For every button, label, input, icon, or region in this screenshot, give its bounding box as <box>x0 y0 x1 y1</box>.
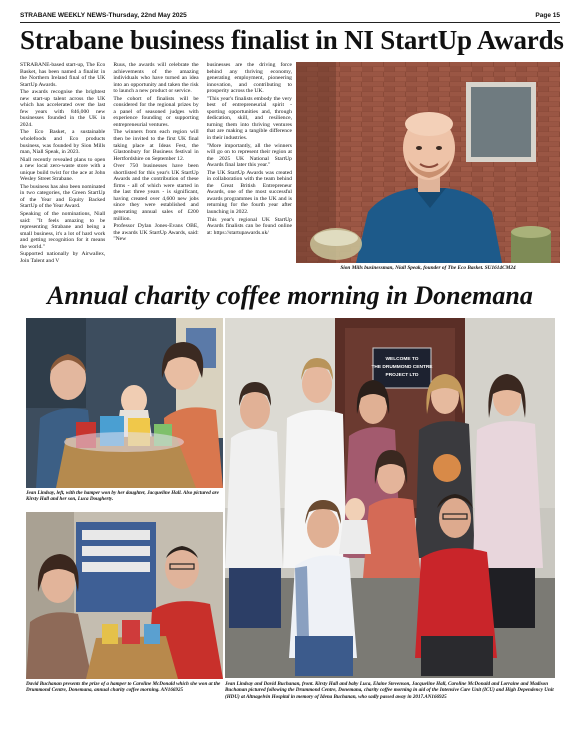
sign-line-2: THE DRUMMOND CENTRE <box>371 365 433 370</box>
sign-line-1: WELCOME TO <box>385 357 419 362</box>
founder-photo <box>296 62 560 263</box>
article1-column-2 <box>113 62 198 272</box>
prize-photo-caption: David Buchanan presents the prize of a hamper to Caroline McDonald which she won at the Drummond Centre, Donemana, annual charity coffee morning. AN166925 <box>26 681 221 694</box>
page-header <box>20 8 560 22</box>
paragraph: The Eco Basket, a sustainable wholefoods and Eco products business, was founded by Sion Mills man, Niall Speak, in 2023. <box>20 129 106 156</box>
paragraph: Over 750 businesses have been shortlisted for this year's UK StartUp Awards and the contribution of these firms - all of which were started in the last three years - is significant, having created over 4,600 new jobs since they were established and generating annual sales of £200 million. <box>113 163 199 222</box>
paragraph: "This year's finalists embody the very best of entrepreneurial spirit - sporting opportunities and, through dedication, skill, and resilience, turning them into thriving ventures that are making a tangible difference in their industries. <box>206 95 292 142</box>
paragraph: Niall recently revealed plans to open a new local zero-waste store with a unique build twist for the ace at John Wesley Street Strabane. <box>20 156 106 183</box>
paragraph: Speaking of the nominations, Niall said: "It feels amazing to be representing Strabane and being a small business, it's a lot of hard work and getting recognition for it means the world." <box>20 211 106 250</box>
group-photo-caption: Jean Lindsay and David Buchanan, front. Kirsty Hall and baby Luca, Elaine Stevenson, Jacqueline Hall, Caroline McDonald and Lorraine and Madison Buchanan pictured following the Drummond Centre, Donemana, charity coffee morning in aid of the Intensive Care Unit (ICU) and High Dependency Unit (HDU) at Altnagelvin Hospital in memory of Idena Buchanan, who sadly passed away in 2017.AN166925 <box>225 681 554 700</box>
paragraph: The business has also been nominated in two categories, the Green StartUp of the Year and Equity Backed StartUp of the Year Award. <box>20 183 106 210</box>
paragraph: businesses are the driving force behind any thriving economy, generating employment, pioneering innovation, and contributing to prosperity across the UK. <box>206 62 292 95</box>
paragraph: Ruus, the awards will celebrate the achievements of the amazing individuals who have turned an idea into an opportunity and taken the risk to launch a new product or service. <box>113 62 199 95</box>
paragraph: Professor Dylan Jones-Evans OBE, the awards UK StartUp Awards, said: "New <box>113 223 199 243</box>
article1-column-1 <box>20 62 105 272</box>
article1-body <box>20 62 292 272</box>
publication-date: STRABANE WEEKLY NEWS-Thursday, 22nd May 2025 <box>20 11 187 19</box>
paragraph: The winners from each region will then be invited to the first UK final taking place at Ideas Fest, the Glastonbury for Business festival in Hertfordshire on September 12. <box>113 129 199 162</box>
paragraph: The UK StartUp Awards was created in collaboration with the team behind the Great British Entrepreneur Awards, one of the most successful awards programmes in the UK and is returning for the fourth year after launching in 2022. <box>206 169 292 216</box>
article1-headline: Strabane business finalist in NI StartUp Awards <box>20 25 564 55</box>
paragraph: This year's regional UK StartUp Awards finalists can be found online at: https://startupawards.uk/ <box>206 216 292 236</box>
page-number: Page 15 <box>535 11 560 19</box>
prize-photo <box>26 512 223 679</box>
paragraph: The awards recognise the brightest new start-up talent across the UK which has accelerated over the last few years with 846,000 new businesses founded in the UK in 2024. <box>20 89 106 128</box>
paragraph: "More importantly, all the winners will go on to represent their region at the 2025 UK National StartUp Awards final later this year." <box>206 142 292 169</box>
paragraph: The cohort of finalists will be considered for the regional prizes by a panel of seasoned judges with experience founding or supporting entrepreneurial ventures. <box>113 95 199 128</box>
paragraph: STRABANE-based start-up, The Eco Basket, has been named a finalist in the Northern Ireland final of the UK StartUp Awards. <box>20 62 106 88</box>
founder-photo-caption: Sion Mills businessman, Niall Speak, founder of The Eco Basket. SU1614CM24 <box>340 265 516 271</box>
hamper-photo-caption: Jean Lindsay, left, with the hamper won by her daughter, Jacqueline Hall. Also pictured are Kirsty Hall and her son, Luca Dougherty. <box>26 490 219 503</box>
group-photo <box>225 318 555 678</box>
article2-headline: Annual charity coffee morning in Donemana <box>47 281 533 310</box>
article1-column-3 <box>207 62 292 272</box>
hamper-photo <box>26 318 223 488</box>
paragraph: Supported nationally by Airwallex, Join Talent and V <box>20 251 106 264</box>
sign-line-3: PROJECT LTD <box>385 373 419 378</box>
header-rule <box>20 22 560 23</box>
